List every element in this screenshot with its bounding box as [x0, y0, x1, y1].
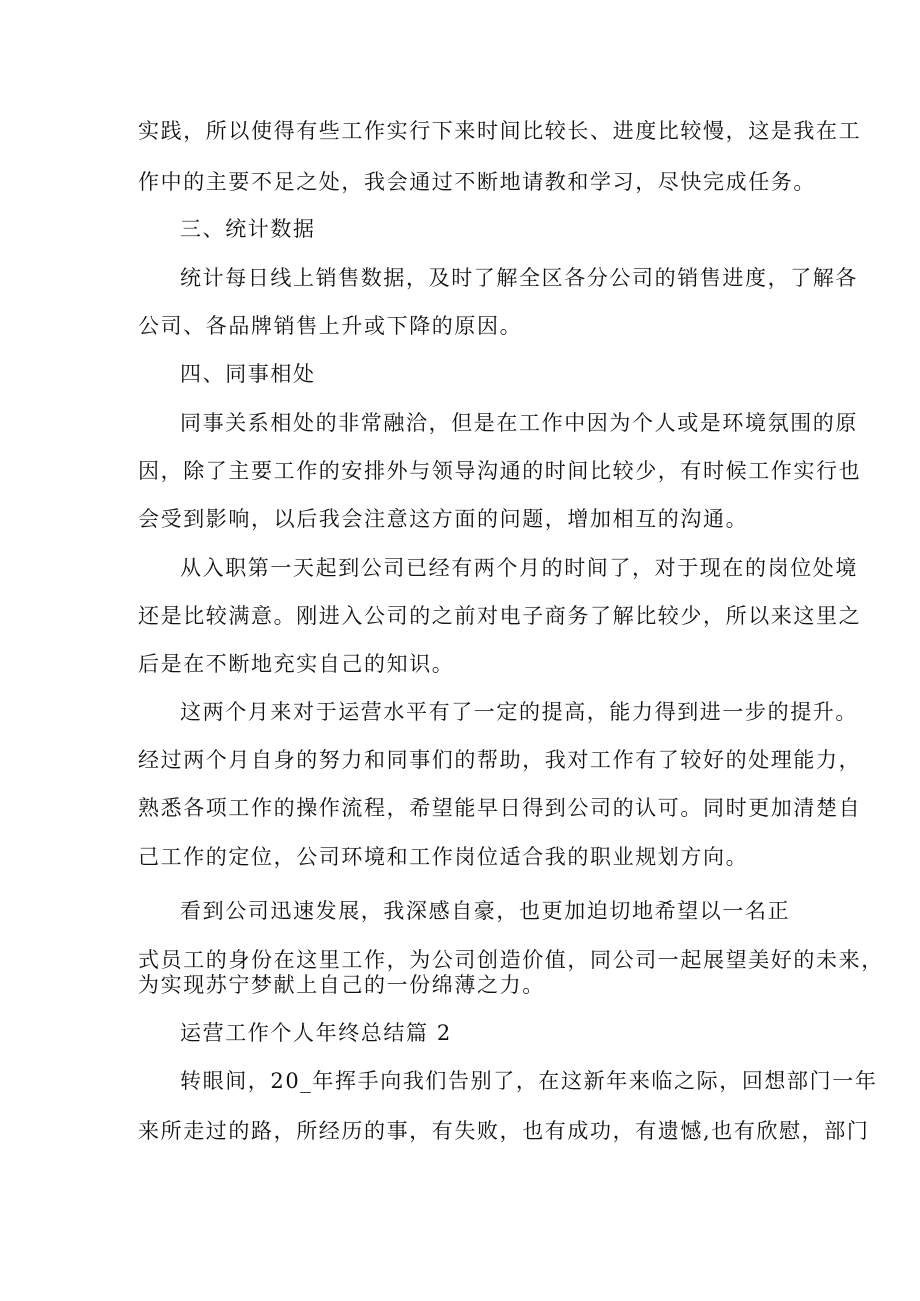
paragraph-line: 这两个月来对于运营水平有了一定的提高，能力得到进一步的提升。	[180, 700, 858, 724]
paragraph-line: 后是在不断地充实自己的知识。	[138, 652, 455, 676]
paragraph-line: 为实现苏宁梦献上自己的一份绵薄之力。	[138, 973, 545, 997]
section-heading-colleagues: 四、同事相处	[180, 362, 316, 386]
paragraph-line: 同事关系相处的非常融洽，但是在工作中因为个人或是环境氛围的原	[180, 411, 858, 435]
paragraph-line: 作中的主要不足之处，我会通过不断地请教和学习，尽快完成任务。	[138, 170, 816, 194]
paragraph-line: 来所走过的路，所经历的事，有失败，也有成功，有遗憾,也有欣慰，部门	[138, 1119, 870, 1143]
paragraph-line: 实践，所以使得有些工作实行下来时间比较长、进度比较慢，这是我在工	[138, 119, 862, 143]
paragraph-line: 熟悉各项工作的操作流程，希望能早日得到公司的认可。同时更加清楚自	[138, 796, 862, 820]
paragraph-line: 经过两个月自身的努力和同事们的帮助，我对工作有了较好的处理能力，	[138, 748, 862, 772]
paragraph-line: 还是比较满意。刚进入公司的之前对电子商务了解比较少，所以来这里之	[138, 604, 862, 628]
section-title: 运营工作个人年终总结篇 2	[180, 1021, 452, 1045]
paragraph-line: 看到公司迅速发展，我深感自豪，也更加迫切地希望以一名正	[180, 899, 791, 923]
paragraph-line: 从入职第一天起到公司已经有两个月的时间了，对于现在的岗位处境	[180, 556, 858, 580]
paragraph-line: 转眼间，20_年挥手向我们告别了，在这新年来临之际，回想部门一年	[180, 1069, 878, 1093]
paragraph-line: 统计每日线上销售数据，及时了解全区各分公司的销售进度，了解各	[180, 266, 858, 290]
paragraph-line: 式员工的身份在这里工作，为公司创造价值，同公司一起展望美好的未来，	[138, 948, 884, 972]
paragraph-line: 公司、各品牌销售上升或下降的原因。	[138, 314, 523, 338]
paragraph-line: 会受到影响，以后我会注意这方面的问题，增加相互的沟通。	[138, 507, 749, 531]
paragraph-line: 己工作的定位，公司环境和工作岗位适合我的职业规划方向。	[138, 845, 749, 869]
paragraph-line: 因，除了主要工作的安排外与领导沟通的时间比较少，有时候工作实行也	[138, 459, 862, 483]
section-heading-statistics: 三、统计数据	[180, 217, 316, 241]
